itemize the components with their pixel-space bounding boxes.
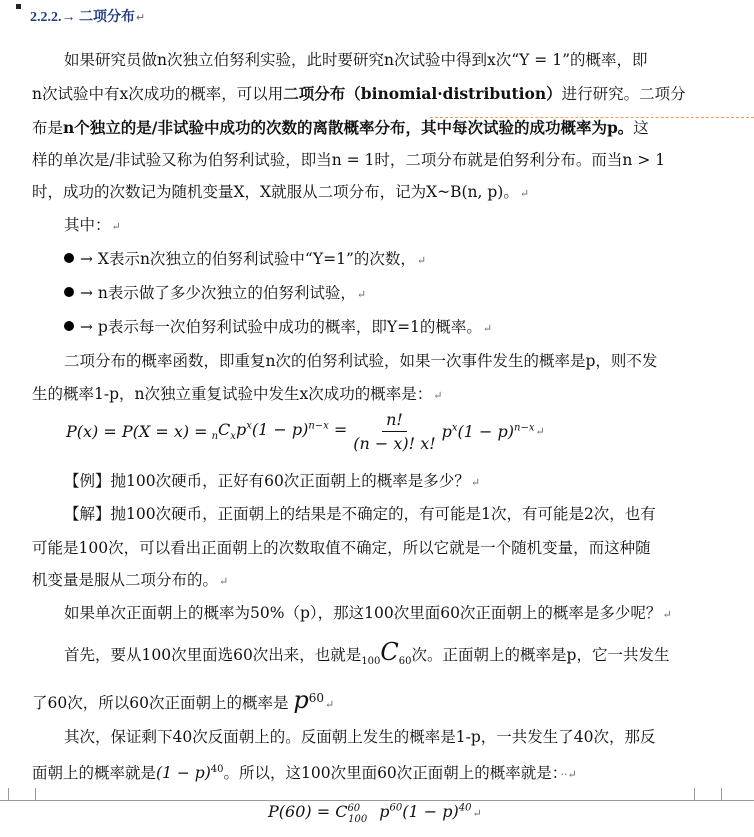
para1-line5: 时，成功的次数记为随机变量X，X就服从二项分布，记为X~B(n, p)。↵ (32, 183, 530, 201)
first-step-line1: 首先，要从100次里面选60次出来，也就是$_{100}C_{60}$次。正面朝上的概率是p，它一共发生 (64, 638, 670, 668)
bullet-icon (64, 321, 74, 331)
formula-fraction: $\frac{n!}{(n - x)! x!}$ (353, 410, 436, 453)
para1-line1: 如果研究员做n次独立伯努利实验，此时要研究n次试验中得到x次“Y = 1”的概率，即 (64, 51, 648, 69)
page-break-line (0, 800, 754, 801)
formula-lhs: P(x) = P(X = x) = (66, 422, 208, 441)
first-step-line2: 了60次，所以60次正面朝上的概率是 $p^{60}↵$ (32, 686, 335, 715)
para1-line4: 样的单次是/非试验又称为伯努利试验，即当n = 1时，二项分布就是伯努利分布。而当n > 1 (32, 151, 666, 169)
final-equation: $P(60) = C^{60}_{100}$ $p^{60}(1$ − $p)^{40}↵$ (268, 802, 482, 825)
solution-line3: 机变量是服从二项分布的。↵ (32, 571, 229, 589)
solution-line2: 可能是100次，可以看出正面朝上的次数取值不确定，所以它就是一个随机变量，而这种随 (32, 539, 651, 557)
bullet-icon (64, 253, 74, 263)
probability-question: 如果单次正面朝上的概率为50%（p），那这100次里面60次正面朝上的概率是多少呢？↵ (64, 604, 672, 622)
second-step-line2: 面朝上的概率就是$(1 - p)^{40}$。所以，这100次里面60次正面朝上的概率就是：··↵ (32, 764, 577, 783)
bullet-item-3: → p表示每一次伯努利试验中成功的概率，即Y=1的概率。↵ (64, 317, 492, 339)
para2-line2: 生的概率1-p，n次独立重复试验中发生x次成功的概率是：↵ (32, 385, 443, 403)
where-label: 其中：↵ (64, 216, 121, 234)
section-marker (16, 4, 21, 9)
example-question: 【例】抛100次硬币，正好有60次正面朝上的概率是多少？↵ (64, 472, 481, 490)
para1-line2: n次试验中有x次成功的概率，可以用二项分布（binomial·distribution）进行研究。二项分 (32, 84, 686, 103)
binomial-formula: P(x) = P(X = x) = $_nC_xp^x(1 - p)^{n-x}$ = $\frac{n!}{(n - x)! x!}$ $p^x(1 - p)^{n-x}$ ↵ (66, 410, 545, 453)
bullet-item-2: → n表示做了多少次独立的伯努利试验，↵ (64, 283, 366, 305)
para2-line1: 二项分布的概率函数，即重复n次的伯努利试验，如果一次事件发生的概率是p，则不发 (64, 352, 658, 370)
section-heading: 2.2.2.→ 二项分布↵ (30, 10, 146, 25)
bullet-icon (64, 287, 74, 297)
second-step-line1: 其次，保证剩下40次反面朝上的。反面朝上发生的概率是1-p，一共发生了40次，那反 (64, 728, 656, 746)
bullet-item-1: → X表示n次独立的伯努利试验中“Y=1”的次数，↵ (64, 249, 426, 271)
solution-line1: 【解】抛100次硬币，正面朝上的结果是不确定的，有可能是1次，有可能是2次，也有 (64, 505, 656, 523)
para1-line3: 布是n个独立的是/非试验中成功的次数的离散概率分布，其中每次试验的成功概率为p。这 (32, 118, 649, 137)
